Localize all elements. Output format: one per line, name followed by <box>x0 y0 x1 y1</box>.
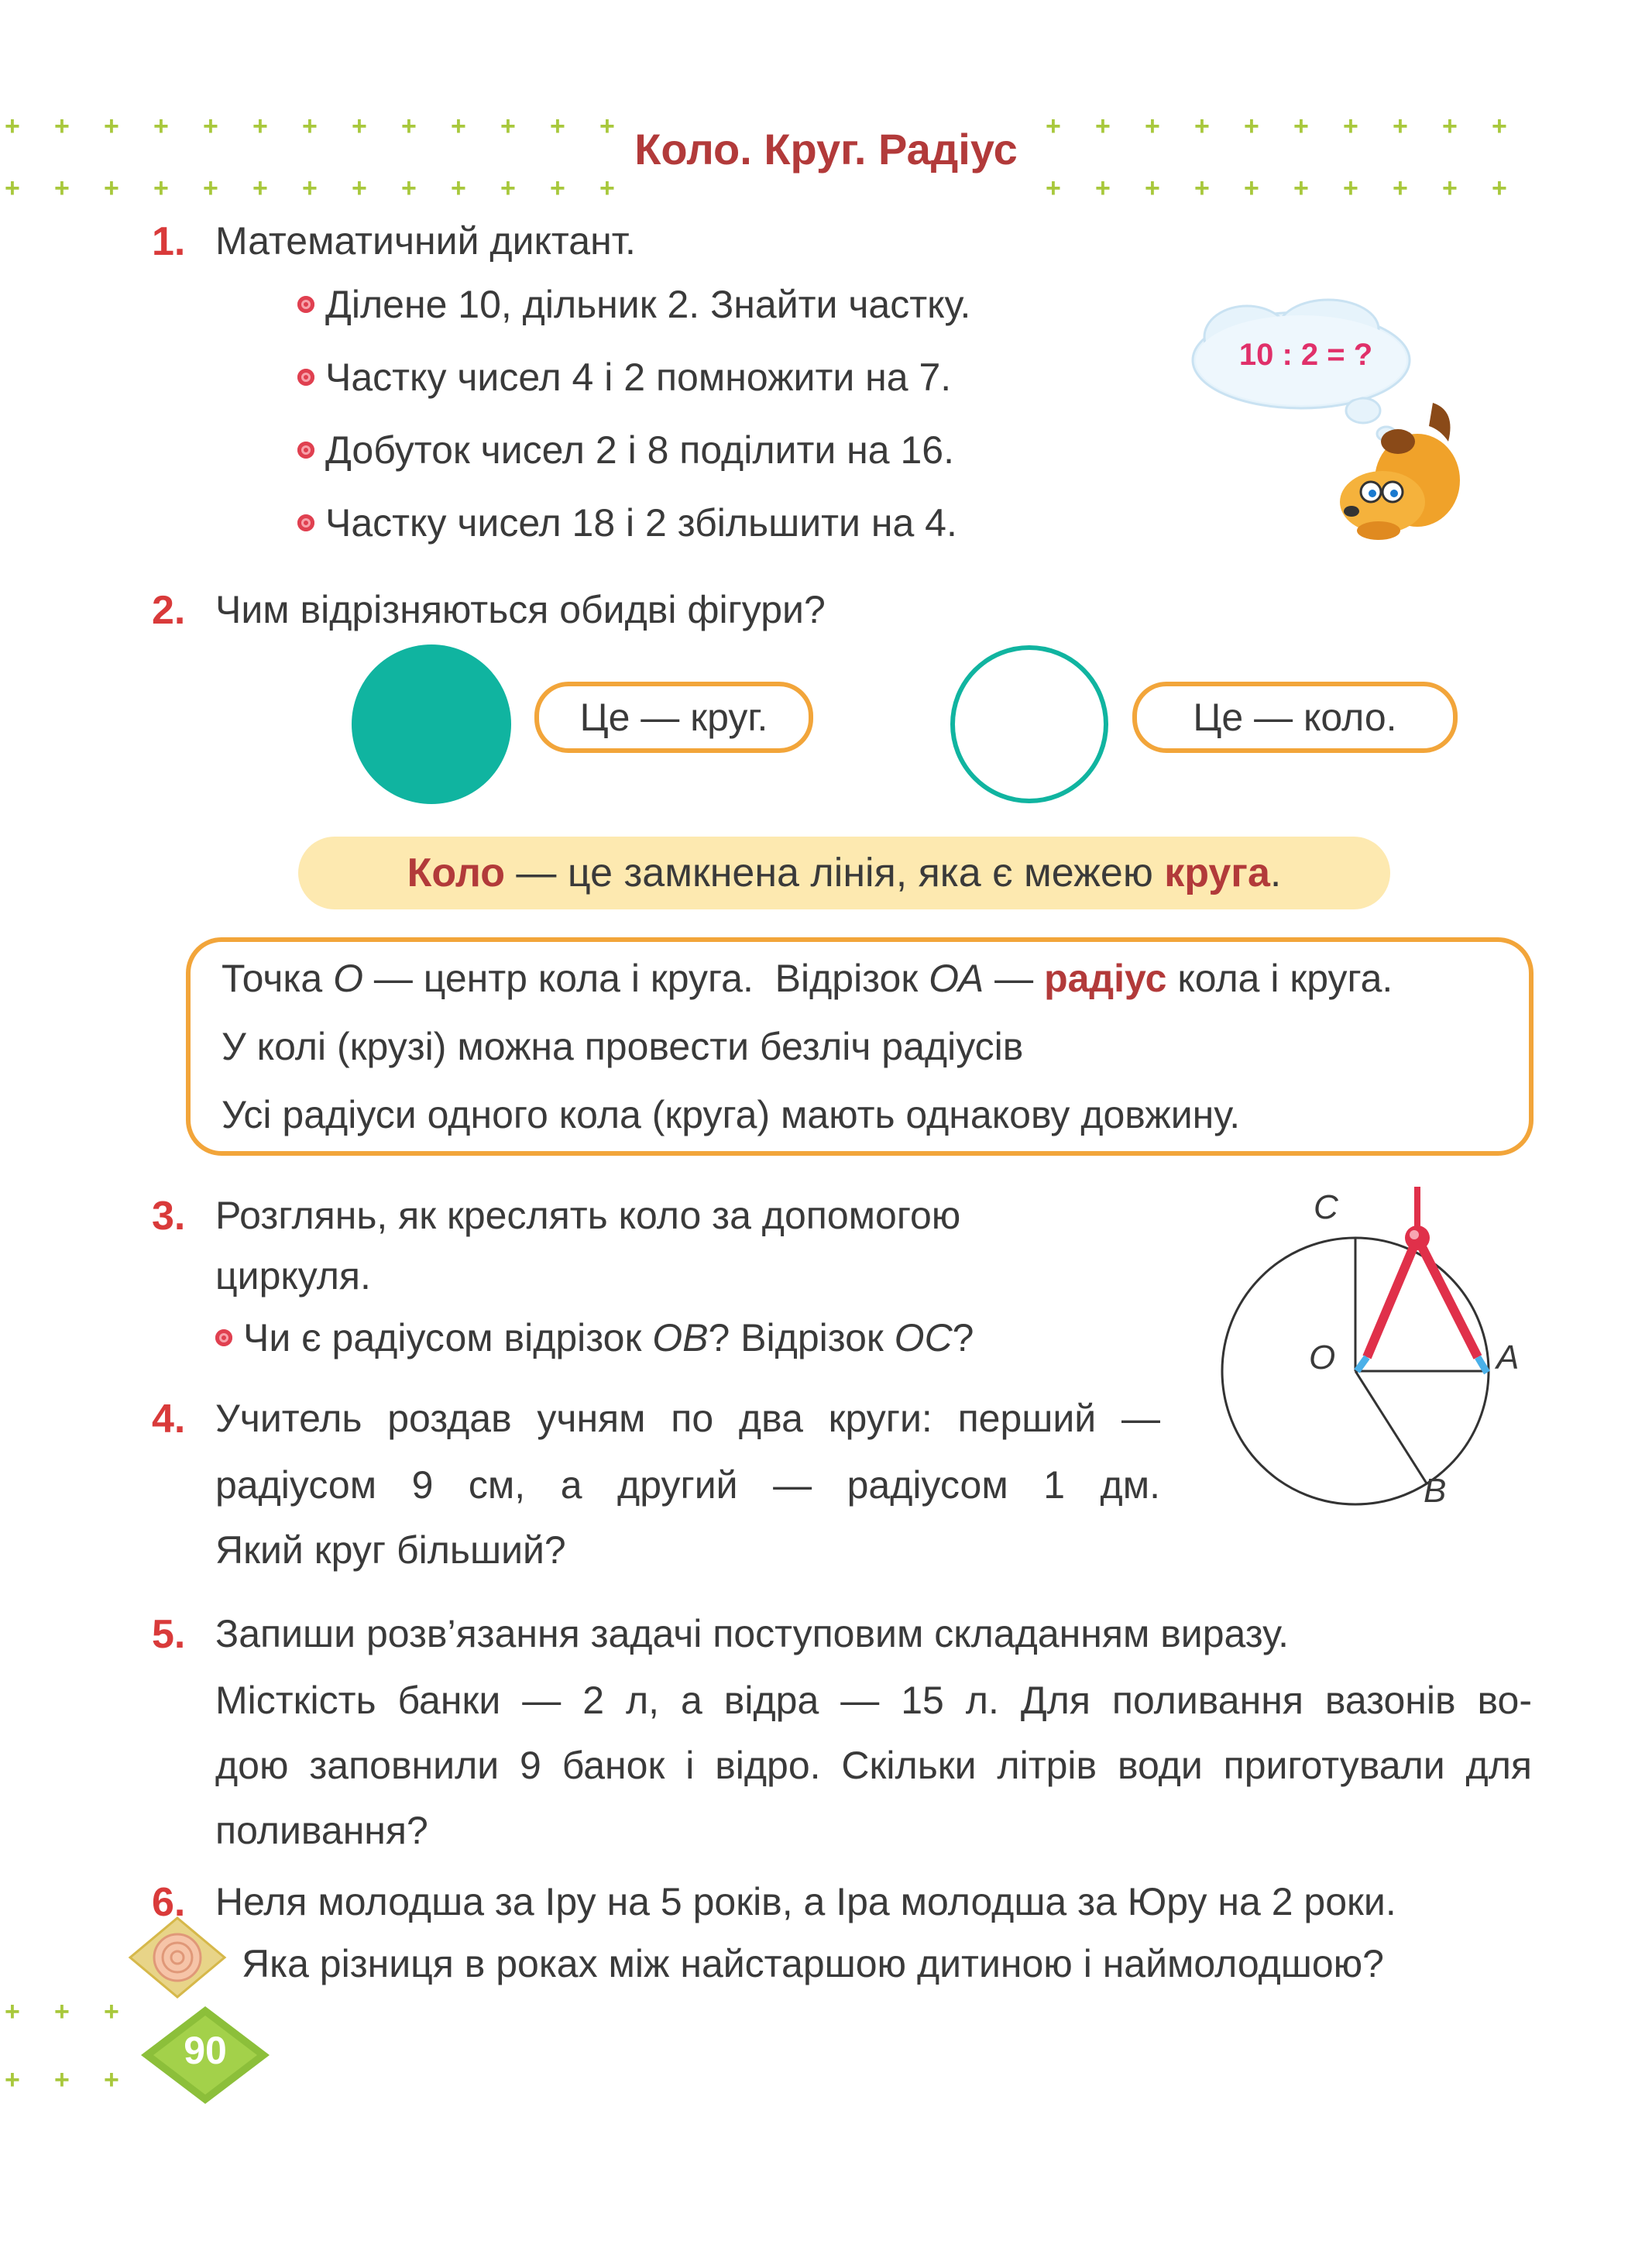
plus-decoration: + <box>599 174 615 203</box>
task-5-line-1: Запиши розв’язання задачі поступовим складанням виразу. <box>215 1612 1290 1655</box>
plus-decoration: + <box>1442 112 1458 141</box>
task-4-line-2: радіусом 9 см, а другий — радіусом 1 дм. <box>215 1463 1160 1507</box>
task-6-number: 6. <box>152 1880 186 1925</box>
plus-decoration: + <box>203 174 218 203</box>
task-4-line-1: Учитель роздав учням по два круги: перший — <box>215 1397 1160 1440</box>
label-a: A <box>1496 1339 1520 1377</box>
definition-term2: круга <box>1164 851 1270 895</box>
bullet-icon <box>297 442 314 459</box>
task-6-line-1: Неля молодша за Іру на 5 років, а Іра молодша за Юру на 2 роки. <box>215 1880 1396 1923</box>
task-2-question: Чим відрізняються обидві фігури? <box>215 588 826 631</box>
task-3-number: 3. <box>152 1194 186 1239</box>
page-number: 90 <box>184 2029 227 2072</box>
plus-decoration: + <box>500 112 516 141</box>
task-5-number: 5. <box>152 1612 186 1657</box>
task-6-line-2: Яка різниця в роках між найстаршою дитиною і наймолодшою? <box>242 1942 1384 1985</box>
plus-decoration: + <box>54 1997 70 2026</box>
plus-decoration: + <box>54 174 70 203</box>
list-item: Частку чисел 18 і 2 збільшити на 4. <box>297 500 957 545</box>
plus-decoration: + <box>1393 112 1408 141</box>
task-5-line-3: дою заповнили 9 банок і відро. Скільки літрів води приготували для <box>215 1744 1532 1787</box>
circle-outline <box>948 643 1111 806</box>
definition-text: — це замкнена лінія, яка є межею <box>504 851 1165 895</box>
plus-decoration: + <box>54 112 70 141</box>
label-disc: Це — круг. <box>534 682 813 753</box>
plus-decoration: + <box>1244 112 1259 141</box>
task-3-line-2: циркуля. <box>215 1254 371 1298</box>
plus-decoration: + <box>302 174 318 203</box>
plus-decoration: + <box>104 2065 119 2095</box>
plus-decoration: + <box>1343 174 1358 203</box>
plus-decoration: + <box>5 174 20 203</box>
definition-term: Коло <box>407 851 505 895</box>
plus-decoration: + <box>550 174 565 203</box>
plus-decoration: + <box>54 2065 70 2095</box>
difficulty-diamond-icon <box>127 1915 228 2000</box>
bullet-icon <box>297 296 314 313</box>
task-1-intro: Математичний диктант. <box>215 219 636 263</box>
task-5-line-2: Місткість банки — 2 л, а відра — 15 л. Для поливання вазонів во- <box>215 1679 1532 1722</box>
plus-decoration: + <box>1046 174 1061 203</box>
bullet-icon <box>215 1329 232 1346</box>
plus-decoration: + <box>302 112 318 141</box>
definition-end: . <box>1269 851 1282 895</box>
plus-decoration: + <box>599 112 615 141</box>
filled-circle-disc <box>350 643 513 806</box>
bubble-expression: 10 : 2 = ? <box>1238 338 1373 372</box>
compass-icon <box>1357 1187 1487 1373</box>
plus-decoration: + <box>1194 174 1210 203</box>
bullet-icon <box>297 514 314 531</box>
plus-decoration: + <box>1145 174 1160 203</box>
definition-bar <box>298 837 1390 909</box>
segment-ob <box>1355 1371 1427 1483</box>
plus-decoration: + <box>104 112 119 141</box>
plus-decoration: + <box>1046 112 1061 141</box>
plus-decoration: + <box>352 112 367 141</box>
plus-decoration: + <box>153 112 169 141</box>
list-item: Ділене 10, дільник 2. Знайти частку. <box>297 282 970 327</box>
info-line-1: Точка О — центр кола і круга. Відрізок ОА — радіус кола і круга. <box>222 957 1393 1000</box>
plus-decoration: + <box>550 112 565 141</box>
label-b: B <box>1424 1472 1447 1510</box>
plus-decoration: + <box>1095 174 1111 203</box>
plus-decoration: + <box>252 174 268 203</box>
plus-decoration: + <box>104 1997 119 2026</box>
compass-circle-diagram <box>1208 1177 1534 1534</box>
list-item: Частку чисел 4 і 2 помножити на 7. <box>297 355 951 400</box>
bullet-icon <box>297 369 314 386</box>
plus-decoration: + <box>1492 174 1507 203</box>
plus-decoration: + <box>451 174 466 203</box>
plus-decoration: + <box>1492 112 1507 141</box>
plus-decoration: + <box>104 174 119 203</box>
plus-decoration: + <box>153 174 169 203</box>
plus-decoration: + <box>500 174 516 203</box>
plus-decoration: + <box>1442 174 1458 203</box>
task-3-question: Чи є радіусом відрізок ОВ? Відрізок ОС? <box>215 1315 974 1360</box>
plus-decoration: + <box>252 112 268 141</box>
task-1-number: 1. <box>152 219 186 264</box>
task-5-line-4: поливання? <box>215 1809 428 1852</box>
task-4-number: 4. <box>152 1397 186 1442</box>
plus-decoration: + <box>1393 174 1408 203</box>
plus-decoration: + <box>401 174 417 203</box>
plus-decoration: + <box>5 1997 20 2026</box>
plus-decoration: + <box>1145 112 1160 141</box>
task-4-line-3: Який круг більший? <box>215 1528 566 1572</box>
plus-decoration: + <box>451 112 466 141</box>
plus-decoration: + <box>1244 174 1259 203</box>
plus-decoration: + <box>1343 112 1358 141</box>
plus-decoration: + <box>5 112 20 141</box>
plus-decoration: + <box>1194 112 1210 141</box>
label-o: O <box>1309 1339 1336 1377</box>
plus-decoration: + <box>1293 112 1309 141</box>
plus-decoration: + <box>352 174 367 203</box>
label-circle-line: Це — коло. <box>1132 682 1458 753</box>
plus-decoration: + <box>1095 112 1111 141</box>
info-line-3: Усі радіуси одного кола (круга) мають однакову довжину. <box>222 1093 1241 1136</box>
plus-decoration: + <box>5 2065 20 2095</box>
info-line-2: У колі (крузі) можна провести безліч радіусів <box>222 1025 1024 1068</box>
label-c: C <box>1314 1188 1338 1226</box>
page-title: Коло. Круг. Радіус <box>634 125 1018 174</box>
plus-decoration: + <box>1293 174 1309 203</box>
plus-decoration: + <box>401 112 417 141</box>
plus-decoration: + <box>203 112 218 141</box>
task-3-line-1: Розглянь, як креслять коло за допомогою <box>215 1194 961 1237</box>
thought-bubble-dog-illustration <box>1185 294 1479 542</box>
list-item: Добуток чисел 2 і 8 поділити на 16. <box>297 428 954 473</box>
task-2-number: 2. <box>152 588 186 633</box>
